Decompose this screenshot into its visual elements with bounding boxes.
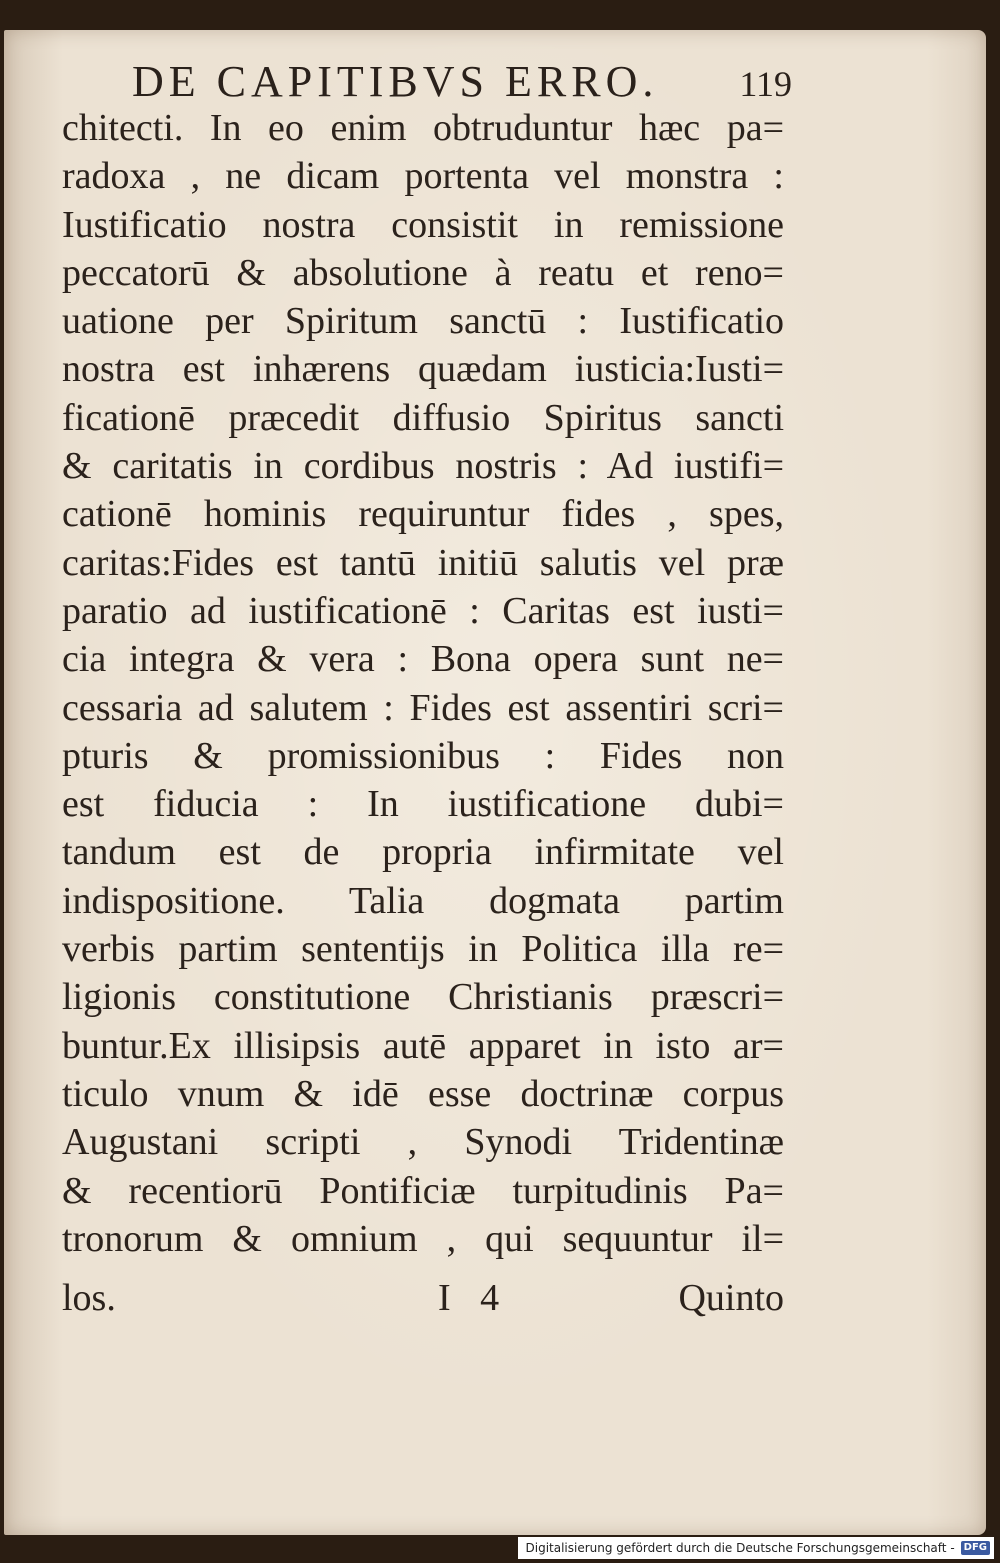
running-title: DE CAPITIBVS ERRO. — [132, 57, 659, 106]
text-line: verbis partim sententijs in Politica illa re= — [62, 928, 784, 971]
text-line: cessaria ad salutem : Fides est assentiri scri= — [62, 686, 784, 729]
text-line: uatione per Spiritum sanctū : Iustificatio — [62, 300, 784, 343]
text-line: tandum est de propria infirmitate vel — [62, 831, 784, 874]
text-line: ficationē præcedit diffusio Spiritus sancti — [62, 396, 784, 439]
signature-mark: I 4 — [438, 1277, 510, 1319]
catchword: Quinto — [678, 1277, 784, 1319]
text-line: cationē hominis requiruntur fides , spes, — [62, 493, 784, 536]
text-line: est fiducia : In iustificatione dubi= — [62, 783, 784, 826]
text-line: & caritatis in cordibus nostris : Ad iustifi= — [62, 445, 784, 488]
text-line: Augustani scripti , Synodi Tridentinæ — [62, 1121, 784, 1164]
page-header — [132, 54, 792, 110]
digitization-credit — [518, 1537, 995, 1559]
text-line: caritas:Fides est tantū initiū salutis vel præ — [62, 541, 784, 584]
text-line: cia integra & vera : Bona opera sunt ne= — [62, 638, 784, 681]
text-line: & recentiorū Pontificiæ turpitudinis Pa= — [62, 1169, 784, 1212]
text-line: pturis & promissionibus : Fides non — [62, 734, 784, 777]
text-line: peccatorū & absolutione à reatu et reno= — [62, 251, 784, 294]
text-line: tronorum & omnium , qui sequuntur il= — [62, 1217, 784, 1260]
credit-text: Digitalisierung gefördert durch die Deutsche Forschungsgemeinschaft - — [525, 1541, 955, 1555]
text-line: ticulo vnum & idē esse doctrinæ corpus — [62, 1072, 784, 1115]
text-line: ligionis constitutione Christianis præscri= — [62, 976, 784, 1019]
text-line: radoxa , ne dicam portenta vel monstra : — [62, 155, 784, 198]
text-line: paratio ad iustificationē : Caritas est iusti= — [62, 589, 784, 632]
text-line: nostra est inhærens quædam iusticia:Iusti= — [62, 348, 784, 391]
text-line: indispositione. Talia dogmata partim — [62, 879, 784, 922]
text-line: Iustificatio nostra consistit in remissione — [62, 203, 784, 246]
text-line: chitecti. In eo enim obtruduntur hæc pa= — [62, 107, 784, 149]
body-text — [62, 104, 784, 1263]
text-line: buntur.Ex illisipsis autē apparet in isto ar= — [62, 1024, 784, 1067]
last-word: los. — [62, 1277, 116, 1319]
dfg-logo: DFG — [961, 1541, 990, 1555]
footer-line — [62, 1270, 784, 1326]
page-number: 119 — [739, 64, 792, 104]
